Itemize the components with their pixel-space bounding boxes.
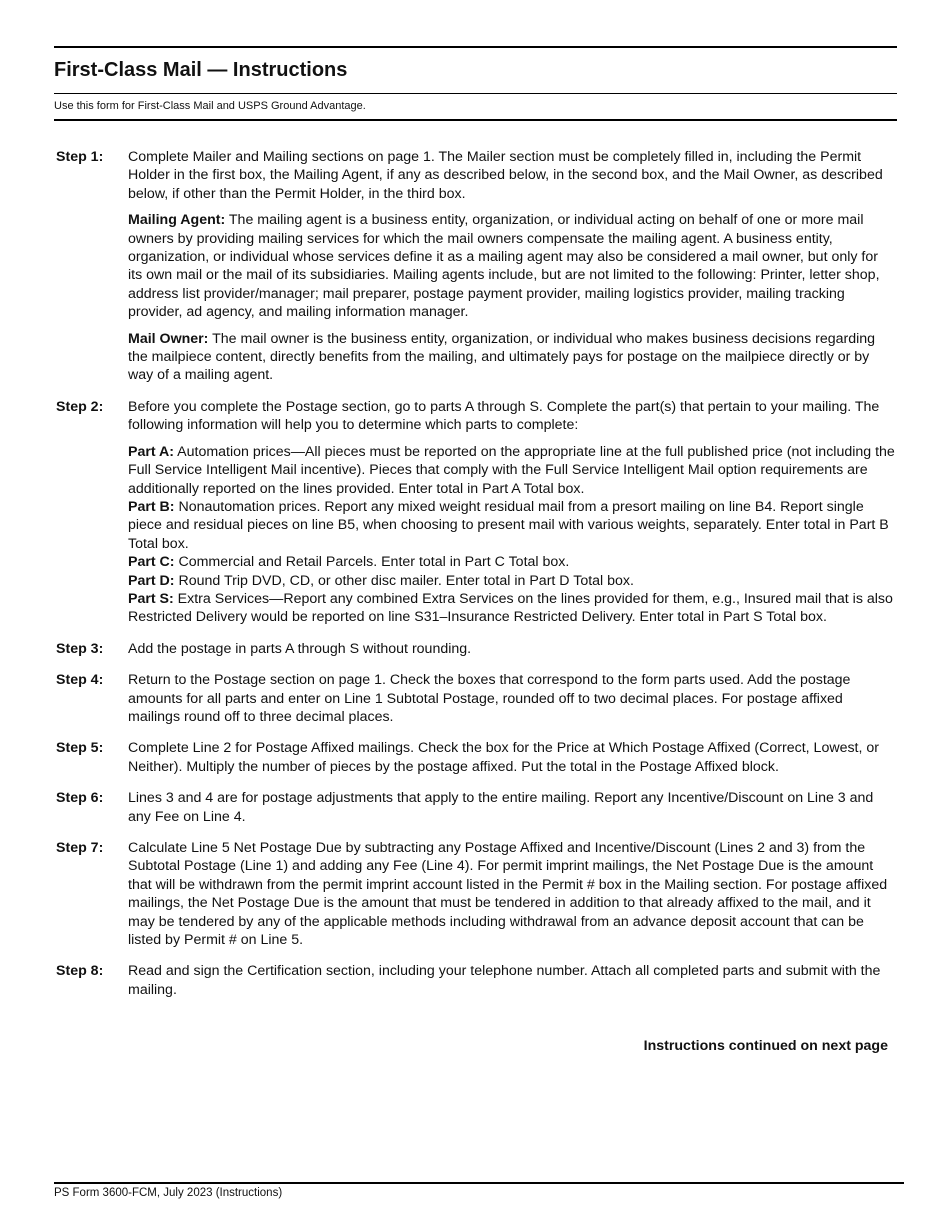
step-text: Return to the Postage section on page 1. Check the boxes that correspond to the form parts used. Add the postage amounts for all parts and enter on Line 1 Subtotal Postage, rounded off to two decimal places. For postage affixed mailings round off to three decimal places. bbox=[128, 672, 851, 725]
part-text: Automation prices—All pieces must be reported on the appropriate line at the full published price (not including the Full Service Intelligent Mail incentive). Pieces that comply with the Full Service Intelligent Mail option requirements are additionally reported on the lines provided. Enter total in Part A Total box. bbox=[128, 443, 895, 497]
step-5 bbox=[56, 739, 896, 776]
step-8 bbox=[56, 962, 896, 999]
mail-owner-definition bbox=[128, 330, 896, 385]
part-c bbox=[128, 553, 896, 571]
step-label: Step 3: bbox=[56, 640, 104, 657]
step-label: Step 1: bbox=[56, 149, 104, 165]
top-divider bbox=[54, 46, 897, 48]
instructions-list bbox=[56, 148, 896, 1012]
page-subtitle: Use this form for First-Class Mail and USPS Ground Advantage. bbox=[54, 100, 366, 112]
step-label: Step 5: bbox=[56, 740, 104, 757]
part-b bbox=[128, 498, 896, 553]
parts-list bbox=[128, 443, 896, 627]
step-4 bbox=[56, 671, 896, 726]
mailing-agent-definition bbox=[128, 211, 896, 321]
footer-divider bbox=[54, 1182, 904, 1184]
step-label: Step 4: bbox=[56, 672, 104, 689]
step-7 bbox=[56, 839, 896, 949]
term-label: Mailing Agent: bbox=[128, 212, 226, 229]
part-text: Round Trip DVD, CD, or other disc mailer. Enter total in Part D Total box. bbox=[174, 572, 634, 589]
form-footer: PS Form 3600-FCM, July 2023 (Instructions) bbox=[54, 1187, 283, 1199]
part-label: Part A: bbox=[128, 443, 174, 460]
step-text: Calculate Line 5 Net Postage Due by subtracting any Postage Affixed and Incentive/Discount (Lines 2 and 3) from the Subtotal Postage (Line 1) and adding any Fee (Line 4). For permit imprint mailings, the Net Postage Due is the amount that will be withdrawn from the permit imprint account listed in the Permit # box in the Mailing section. For postage affixed mailings, the Net Postage Due is the amount that must be tendered in addition to that already affixed to the mail, and it may be tendered by any of the applicable methods including withdrawal from an advance deposit account that can be listed by Permit # on Line 5. bbox=[128, 840, 888, 949]
term-text: The mailing agent is a business entity, organization, or individual acting on behalf of one or more mail owners by providing mailing services for which the mail owners compensate the mailing agent. A business entity, organization, or individual whose services define it as a mailing agent may also be considered a mail owner, but only for its own mail or the mail of its subsidiaries. Mailing agents include, but are not limited to the following: Printer, letter shop, address list provider/manager; mail preparer, postage payment provider, mailing logistics provider, mailing tracking provider, ad agency, and mailing information manager. bbox=[128, 212, 880, 321]
title-divider bbox=[54, 93, 897, 94]
step-text: Lines 3 and 4 are for postage adjustments that apply to the entire mailing. Report any Incentive/Discount on Line 3 and any Fee on Line 4. bbox=[128, 790, 874, 825]
part-label: Part D: bbox=[128, 572, 175, 589]
part-s bbox=[128, 590, 896, 627]
part-label: Part S: bbox=[128, 590, 174, 607]
part-d bbox=[128, 572, 896, 590]
step-1 bbox=[56, 148, 896, 385]
part-text: Nonautomation prices. Report any mixed weight residual mail from a presort mailing on line B4. Report single piece and residual pieces on line B5, when choosing to present mail with various weights, separately. Enter total in Part B Total box. bbox=[128, 498, 889, 552]
part-text: Extra Services—Report any combined Extra Services on the lines provided for them, e.g., Insured mail that is also Restricted Delivery would be reported on line S31–Insurance Restricted Delivery. Enter total in Part S Total box. bbox=[128, 590, 893, 626]
step-body bbox=[128, 148, 896, 385]
step-label: Step 2: bbox=[56, 398, 104, 415]
step-text: Add the postage in parts A through S without rounding. bbox=[128, 640, 472, 657]
term-label: Mail Owner: bbox=[128, 330, 209, 347]
step-3 bbox=[56, 640, 896, 658]
step-label: Step 8: bbox=[56, 963, 104, 980]
step-text: Read and sign the Certification section, including your telephone number. Attach all completed parts and submit with the mailing. bbox=[128, 963, 881, 998]
step-body bbox=[128, 398, 896, 627]
part-a bbox=[128, 443, 896, 498]
term-text: The mail owner is the business entity, organization, or individual who makes business decisions regarding the mailpiece content, directly benefits from the mailing, and ultimately pays for postage on the mailpiece directly or by way of a mailing agent. bbox=[128, 330, 876, 384]
step-text: Before you complete the Postage section, go to parts A through S. Complete the part(s) that pertain to your mailing. The following information will help you to determine which parts to complete: bbox=[128, 398, 880, 434]
page-title: First-Class Mail — Instructions bbox=[54, 59, 348, 81]
step-2 bbox=[56, 398, 896, 627]
part-label: Part B: bbox=[128, 498, 175, 515]
subtitle-divider bbox=[54, 119, 897, 121]
step-label: Step 6: bbox=[56, 790, 104, 807]
step-6 bbox=[56, 789, 896, 826]
step-text: Complete Mailer and Mailing sections on page 1. The Mailer section must be completely filled in, including the Permit Holder in the first box, the Mailing Agent, if any as described below, in the second box, and the Mail Owner, as described below, if other than the Permit Holder, in the third box. bbox=[128, 149, 883, 202]
step-text: Complete Line 2 for Postage Affixed mailings. Check the box for the Price at Which Postage Affixed (Correct, Lowest, or Neither). Multiply the number of pieces by the postage affixed. Put the total in the Postage Affixed block. bbox=[128, 740, 880, 775]
part-text: Commercial and Retail Parcels. Enter total in Part C Total box. bbox=[174, 554, 570, 571]
part-label: Part C: bbox=[128, 554, 175, 571]
continued-note: Instructions continued on next page bbox=[643, 1038, 888, 1054]
step-label: Step 7: bbox=[56, 840, 104, 856]
